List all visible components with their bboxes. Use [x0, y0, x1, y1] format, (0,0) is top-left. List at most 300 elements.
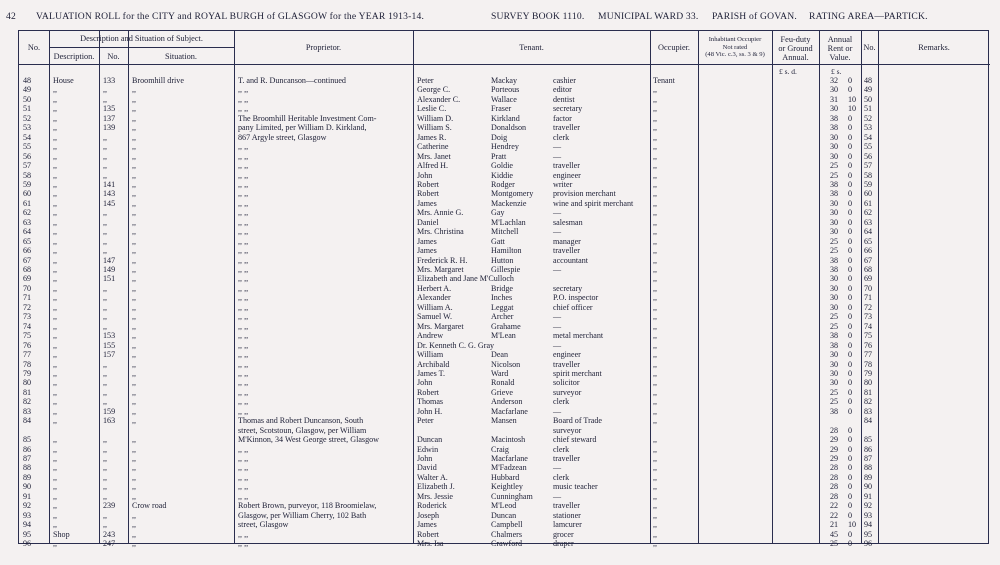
tenant-occupation-cell: traveller: [553, 161, 580, 171]
street-number-cell: ,,: [103, 208, 108, 218]
occupier-cell: ,,: [653, 142, 658, 152]
situation-cell: Crow road: [132, 501, 167, 511]
tenant-occupation-cell: clerk: [553, 397, 570, 407]
occupier-cell: ,,: [653, 397, 658, 407]
tenant-forename-cell: James: [417, 198, 437, 208]
description-cell: ,,: [53, 113, 58, 123]
description-cell: ,,: [53, 217, 58, 227]
description-cell: ,,: [53, 454, 58, 463]
description-cell: ,,: [53, 94, 58, 104]
tenant-forename-cell: Mrs. Jessie: [417, 491, 453, 501]
occupier-cell: ,,: [653, 501, 658, 511]
rent-shillings-cell: 0: [848, 406, 853, 416]
tenant-forename-cell: Frederick R. H.: [417, 255, 468, 265]
row-number: 86: [23, 444, 32, 454]
tenant-surname-cell: Kirkland: [491, 113, 520, 123]
row-number: 64: [23, 227, 32, 237]
occupier-cell: ,,: [653, 189, 658, 199]
page-header: [0, 11, 1000, 25]
occupier-cell: ,,: [653, 444, 658, 454]
row-number: 89: [23, 472, 32, 482]
currency-rent: £ s.: [831, 67, 842, 76]
table-row: [19, 511, 990, 520]
tenant-occupation-cell: factor: [553, 113, 572, 123]
proprietor-cell: ,, ,,: [238, 170, 249, 180]
tenant-forename-cell: Roderick: [417, 501, 447, 511]
description-cell: ,,: [53, 142, 58, 152]
tenant-occupation-cell: —: [553, 340, 562, 350]
rent-pounds-cell: 25: [830, 161, 839, 171]
situation-cell: ,,: [132, 416, 137, 426]
rent-shillings-cell: 0: [848, 331, 853, 341]
street-number-cell: ,,: [103, 368, 108, 378]
tenant-occupation-cell: —: [553, 463, 562, 473]
street-number-cell: 239: [103, 501, 116, 511]
situation-cell: ,,: [132, 340, 137, 350]
proprietor-cell: M'Kinnon, 34 West George street, Glasgow: [238, 435, 380, 445]
tenant-surname-cell: Archer: [491, 312, 514, 322]
tenant-surname-cell: Cunningham: [491, 491, 533, 501]
table-row: [19, 133, 990, 142]
tenant-occupation-cell: stationer: [553, 510, 581, 520]
situation-cell: ,,: [132, 104, 137, 114]
table-row: [19, 341, 990, 350]
rent-pounds-cell: 25: [830, 246, 839, 256]
tenant-forename-cell: Peter: [417, 76, 434, 85]
table-row: [19, 114, 990, 123]
rent-shillings-cell: 10: [848, 94, 857, 104]
tenant-surname-cell: Macfarlane: [491, 454, 528, 463]
situation-cell: ,,: [132, 482, 137, 492]
tenant-occupation-cell: —: [553, 406, 562, 416]
proprietor-cell: ,, ,,: [238, 265, 249, 274]
situation-cell: ,,: [132, 472, 137, 482]
description-cell: ,,: [53, 520, 58, 530]
row-number-right: 54: [864, 132, 873, 142]
description-cell: ,,: [53, 293, 58, 303]
proprietor-cell: ,, ,,: [238, 255, 249, 265]
street-number-cell: ,,: [103, 312, 108, 322]
tenant-occupation-cell: —: [553, 208, 562, 218]
rent-pounds-cell: 30: [830, 283, 839, 293]
occupier-cell: ,,: [653, 454, 658, 463]
tenant-surname-cell: M'Lean: [491, 331, 516, 341]
tenant-surname-cell: M'Leod: [491, 501, 517, 511]
situation-cell: ,,: [132, 293, 137, 303]
situation-cell: ,,: [132, 132, 137, 142]
description-cell: ,,: [53, 189, 58, 199]
table-row: [19, 331, 990, 340]
rent-shillings-cell: 0: [848, 321, 853, 331]
roll-title: VALUATION ROLL for the CITY and ROYAL BURGH of GLASGOW for the YEAR 1913-14.: [36, 11, 425, 22]
row-number-right: 76: [864, 340, 873, 350]
proprietor-cell: ,, ,,: [238, 151, 249, 161]
rent-pounds-cell: 25: [830, 321, 839, 331]
row-number-right: 52: [864, 113, 873, 123]
row-number-right: 50: [864, 94, 873, 104]
row-number: 65: [23, 236, 32, 246]
occupier-cell: ,,: [653, 255, 658, 265]
row-number-right: 59: [864, 179, 873, 189]
description-cell: ,,: [53, 368, 58, 378]
proprietor-cell: ,, ,,: [238, 340, 249, 350]
occupier-cell: ,,: [653, 463, 658, 473]
rent-shillings-cell: 0: [848, 539, 853, 549]
row-number-right: 85: [864, 435, 873, 445]
street-number-cell: 145: [103, 198, 116, 208]
rent-shillings-cell: 0: [848, 255, 853, 265]
rent-pounds-cell: 29: [830, 454, 839, 463]
row-number-right: 62: [864, 208, 873, 218]
rent-pounds-cell: 30: [830, 132, 839, 142]
rent-shillings-cell: 0: [848, 482, 853, 492]
description-cell: ,,: [53, 227, 58, 237]
description-cell: ,,: [53, 501, 58, 511]
tenant-forename-cell: Mrs. Annie G.: [417, 208, 464, 218]
tenant-occupation-cell: traveller: [553, 454, 580, 463]
occupier-cell: ,,: [653, 208, 658, 218]
description-cell: ,,: [53, 104, 58, 114]
rent-shillings-cell: 0: [848, 274, 853, 284]
rent-pounds-cell: 38: [830, 189, 839, 199]
row-number-right: 72: [864, 302, 873, 312]
tenant-forename-cell: William: [417, 350, 444, 360]
col-no2: No.: [107, 52, 120, 61]
parish: PARISH of GOVAN.: [712, 11, 798, 22]
rent-pounds-cell: 38: [830, 340, 839, 350]
table-row: [19, 312, 990, 321]
tenant-occupation-cell: surveyor: [553, 387, 582, 397]
occupier-cell: ,,: [653, 123, 658, 133]
tenant-forename-cell: Joseph: [417, 510, 440, 520]
situation-cell: ,,: [132, 170, 137, 180]
street-number-cell: 141: [103, 179, 116, 189]
rent-shillings-cell: 0: [848, 161, 853, 171]
street-number-cell: 139: [103, 123, 116, 133]
occupier-cell: ,,: [653, 359, 658, 369]
occupier-cell: ,,: [653, 539, 658, 549]
table-row: [19, 360, 990, 369]
tenant-forename-cell: Archibald: [417, 359, 450, 369]
col-remarks: Remarks.: [918, 43, 950, 52]
rent-pounds-cell: 30: [830, 142, 839, 152]
rent-pounds-cell: 30: [830, 217, 839, 227]
row-number: 94: [23, 520, 32, 530]
tenant-forename-cell: Mrs. Janet: [417, 151, 451, 161]
description-cell: ,,: [53, 340, 58, 350]
tenant-forename-cell: Robert: [417, 179, 440, 189]
proprietor-cell: ,, ,,: [238, 246, 249, 256]
street-number-cell: 149: [103, 265, 116, 274]
row-number-right: 74: [864, 321, 873, 331]
proprietor-cell: ,, ,,: [238, 491, 249, 501]
street-number-cell: ,,: [103, 482, 108, 492]
tenant-occupation-cell: surveyor: [553, 425, 582, 435]
rent-shillings-cell: 0: [848, 85, 853, 95]
tenant-forename-cell: Herbert A.: [417, 283, 452, 293]
tenant-occupation-cell: —: [553, 142, 562, 152]
description-cell: ,,: [53, 151, 58, 161]
row-number: 88: [23, 463, 32, 473]
proprietor-cell: ,, ,,: [238, 368, 249, 378]
situation-cell: ,,: [132, 302, 137, 312]
proprietor-cell: Thomas and Robert Duncanson, South: [238, 416, 364, 426]
occupier-cell: ,,: [653, 416, 658, 426]
rent-pounds-cell: 38: [830, 255, 839, 265]
proprietor-cell: ,, ,,: [238, 302, 249, 312]
street-number-cell: ,,: [103, 161, 108, 171]
street-number-cell: ,,: [103, 510, 108, 520]
table-row: [19, 492, 990, 501]
rent-shillings-cell: 10: [848, 520, 857, 530]
tenant-forename-cell: Robert: [417, 189, 440, 199]
description-cell: ,,: [53, 246, 58, 256]
rent-shillings-cell: 0: [848, 378, 853, 388]
row-number-right: 91: [864, 491, 873, 501]
proprietor-cell: ,, ,,: [238, 331, 249, 341]
tenant-forename-cell: John: [417, 170, 433, 180]
description-cell: ,,: [53, 312, 58, 322]
row-number: 48: [23, 76, 32, 85]
tenant-occupation-cell: cashier: [553, 76, 576, 85]
table-row: [19, 416, 990, 425]
occupier-cell: ,,: [653, 350, 658, 360]
rent-shillings-cell: 0: [848, 454, 853, 463]
street-number-cell: ,,: [103, 132, 108, 142]
tenant-surname-cell: Gillespie: [491, 265, 521, 274]
rent-shillings-cell: 0: [848, 142, 853, 152]
table-row: [19, 161, 990, 170]
proprietor-cell: ,, ,,: [238, 161, 249, 171]
description-cell: ,,: [53, 416, 58, 426]
col-situation: Situation.: [164, 52, 198, 61]
street-number-cell: 159: [103, 406, 116, 416]
tenant-occupation-cell: traveller: [553, 501, 580, 511]
occupier-cell: ,,: [653, 161, 658, 171]
table-row: [19, 350, 990, 359]
occupier-cell: ,,: [653, 236, 658, 246]
row-number-right: 84: [864, 416, 873, 426]
street-number-cell: ,,: [103, 94, 108, 104]
col-desc-group: Description and Situation of Subject.: [80, 34, 203, 43]
occupier-cell: ,,: [653, 435, 658, 445]
rent-pounds-cell: 30: [830, 208, 839, 218]
rent-pounds-cell: 30: [830, 151, 839, 161]
currency-feu: £ s. d.: [779, 67, 797, 76]
street-number-cell: ,,: [103, 387, 108, 397]
tenant-forename-cell: John: [417, 454, 433, 463]
rent-pounds-cell: 30: [830, 302, 839, 312]
row-number-right: 87: [864, 454, 873, 463]
street-number-cell: ,,: [103, 302, 108, 312]
table-row: [19, 227, 990, 236]
rent-shillings-cell: 0: [848, 76, 853, 85]
row-number: 60: [23, 189, 32, 199]
description-cell: ,,: [53, 208, 58, 218]
street-number-cell: 151: [103, 274, 116, 284]
proprietor-cell: Glasgow, per William Cherry, 102 Bath: [238, 510, 367, 520]
table-row: [19, 152, 990, 161]
table-row: [19, 473, 990, 482]
rent-pounds-cell: 28: [830, 425, 839, 435]
table-row: [19, 445, 990, 454]
tenant-surname-cell: Grieve: [491, 387, 514, 397]
street-number-cell: 135: [103, 104, 116, 114]
description-cell: ,,: [53, 283, 58, 293]
tenant-forename-cell: Mrs. Margaret: [417, 265, 464, 274]
street-number-cell: ,,: [103, 246, 108, 256]
tenant-surname-cell: M'Fadzean: [491, 463, 527, 473]
occupier-cell: ,,: [653, 406, 658, 416]
row-number: 50: [23, 94, 32, 104]
situation-cell: ,,: [132, 198, 137, 208]
occupier-cell: ,,: [653, 472, 658, 482]
tenant-occupation-cell: P.O. inspector: [553, 293, 599, 303]
street-number-cell: ,,: [103, 151, 108, 161]
tenant-surname-cell: Nicolson: [491, 359, 521, 369]
proprietor-cell: ,, ,,: [238, 454, 249, 463]
description-cell: ,,: [53, 179, 58, 189]
tenant-surname-cell: Bridge: [491, 283, 514, 293]
tenant-forename-cell: George C.: [417, 85, 451, 95]
row-number: 52: [23, 113, 32, 123]
rent-shillings-cell: 0: [848, 510, 853, 520]
row-number-right: 79: [864, 368, 873, 378]
rent-shillings-cell: 0: [848, 340, 853, 350]
row-number-right: 48: [864, 76, 873, 85]
row-number-right: 81: [864, 387, 873, 397]
description-cell: ,,: [53, 444, 58, 454]
tenant-surname-cell: Keightley: [491, 482, 523, 492]
occupier-cell: Tenant: [653, 76, 675, 85]
row-number: 73: [23, 312, 32, 322]
row-number-right: 93: [864, 510, 873, 520]
proprietor-cell: ,, ,,: [238, 312, 249, 322]
street-number-cell: 247: [103, 539, 116, 549]
tenant-occupation-cell: chief steward: [553, 435, 597, 445]
col-tenant: Tenant.: [519, 43, 544, 52]
tenant-forename-cell: David: [417, 463, 437, 473]
rent-shillings-cell: 0: [848, 302, 853, 312]
col-proprietor: Proprietor.: [305, 43, 342, 52]
description-cell: ,,: [53, 255, 58, 265]
proprietor-cell: The Broomhill Heritable Investment Com-: [238, 113, 377, 123]
street-number-cell: ,,: [103, 142, 108, 152]
row-number: 54: [23, 132, 32, 142]
tenant-forename-cell: Edwin: [417, 444, 439, 454]
tenant-occupation-cell: traveller: [553, 359, 580, 369]
street-number-cell: 243: [103, 529, 116, 539]
street-number-cell: 163: [103, 416, 116, 426]
proprietor-cell: ,, ,,: [238, 397, 249, 407]
occupier-cell: ,,: [653, 217, 658, 227]
rent-pounds-cell: 28: [830, 491, 839, 501]
row-number: 62: [23, 208, 32, 218]
row-number-right: 57: [864, 161, 873, 171]
table-row: [19, 123, 990, 132]
description-cell: ,,: [53, 265, 58, 274]
tenant-occupation-cell: metal merchant: [553, 331, 604, 341]
row-number: 69: [23, 274, 32, 284]
proprietor-cell: ,, ,,: [238, 198, 249, 208]
rent-pounds-cell: 22: [830, 501, 839, 511]
tenant-occupation-cell: manager: [553, 236, 581, 246]
rent-shillings-cell: 0: [848, 501, 853, 511]
page-number: 42: [6, 11, 16, 22]
tenant-occupation-cell: clerk: [553, 472, 570, 482]
tenant-surname-cell: Fraser: [491, 104, 512, 114]
description-cell: ,,: [53, 236, 58, 246]
row-number: 95: [23, 529, 32, 539]
tenant-forename-cell: Peter: [417, 416, 434, 426]
table-row: [19, 76, 990, 85]
situation-cell: ,,: [132, 265, 137, 274]
tenant-forename-cell: Catherine: [417, 142, 449, 152]
situation-cell: ,,: [132, 435, 137, 445]
situation-cell: ,,: [132, 331, 137, 341]
table-row: [19, 265, 990, 274]
rent-pounds-cell: 25: [830, 397, 839, 407]
rent-pounds-cell: 31: [830, 94, 839, 104]
tenant-surname-cell: Kiddie: [491, 170, 514, 180]
rent-shillings-cell: 0: [848, 472, 853, 482]
rent-pounds-cell: 30: [830, 274, 839, 284]
situation-cell: ,,: [132, 444, 137, 454]
tenant-occupation-cell: writer: [553, 179, 573, 189]
table-row: [19, 454, 990, 463]
situation-cell: ,,: [132, 189, 137, 199]
situation-cell: ,,: [132, 529, 137, 539]
row-number-right: 65: [864, 236, 873, 246]
table-row: [19, 435, 990, 444]
proprietor-cell: ,, ,,: [238, 539, 249, 549]
row-number: 92: [23, 501, 32, 511]
row-number-right: 63: [864, 217, 873, 227]
rent-pounds-cell: 28: [830, 472, 839, 482]
tenant-forename-cell: Alfred H.: [417, 161, 449, 171]
rent-shillings-cell: 0: [848, 283, 853, 293]
rent-shillings-cell: 0: [848, 217, 853, 227]
proprietor-cell: ,, ,,: [238, 529, 249, 539]
table-row: [19, 501, 990, 510]
situation-cell: ,,: [132, 454, 137, 463]
row-number: 83: [23, 406, 32, 416]
row-number: 79: [23, 368, 32, 378]
table-row: [19, 482, 990, 491]
row-number-right: 89: [864, 472, 873, 482]
situation-cell: ,,: [132, 246, 137, 256]
row-number-right: 61: [864, 198, 873, 208]
street-number-cell: 143: [103, 189, 116, 199]
description-cell: House: [53, 76, 74, 85]
street-number-cell: ,,: [103, 170, 108, 180]
situation-cell: ,,: [132, 510, 137, 520]
rent-shillings-cell: 0: [848, 387, 853, 397]
street-number-cell: ,,: [103, 397, 108, 407]
survey-book: SURVEY BOOK 1110.: [491, 11, 585, 22]
rent-shillings-cell: 0: [848, 368, 853, 378]
proprietor-cell: ,, ,,: [238, 227, 249, 237]
row-number-right: 80: [864, 378, 873, 388]
proprietor-cell: ,, ,,: [238, 378, 249, 388]
tenant-occupation-cell: editor: [553, 85, 572, 95]
situation-cell: ,,: [132, 161, 137, 171]
table-row: [19, 426, 990, 435]
occupier-cell: ,,: [653, 132, 658, 142]
tenant-forename-cell: James: [417, 246, 437, 256]
table-row: [19, 463, 990, 472]
tenant-forename-cell: Duncan: [417, 435, 443, 445]
